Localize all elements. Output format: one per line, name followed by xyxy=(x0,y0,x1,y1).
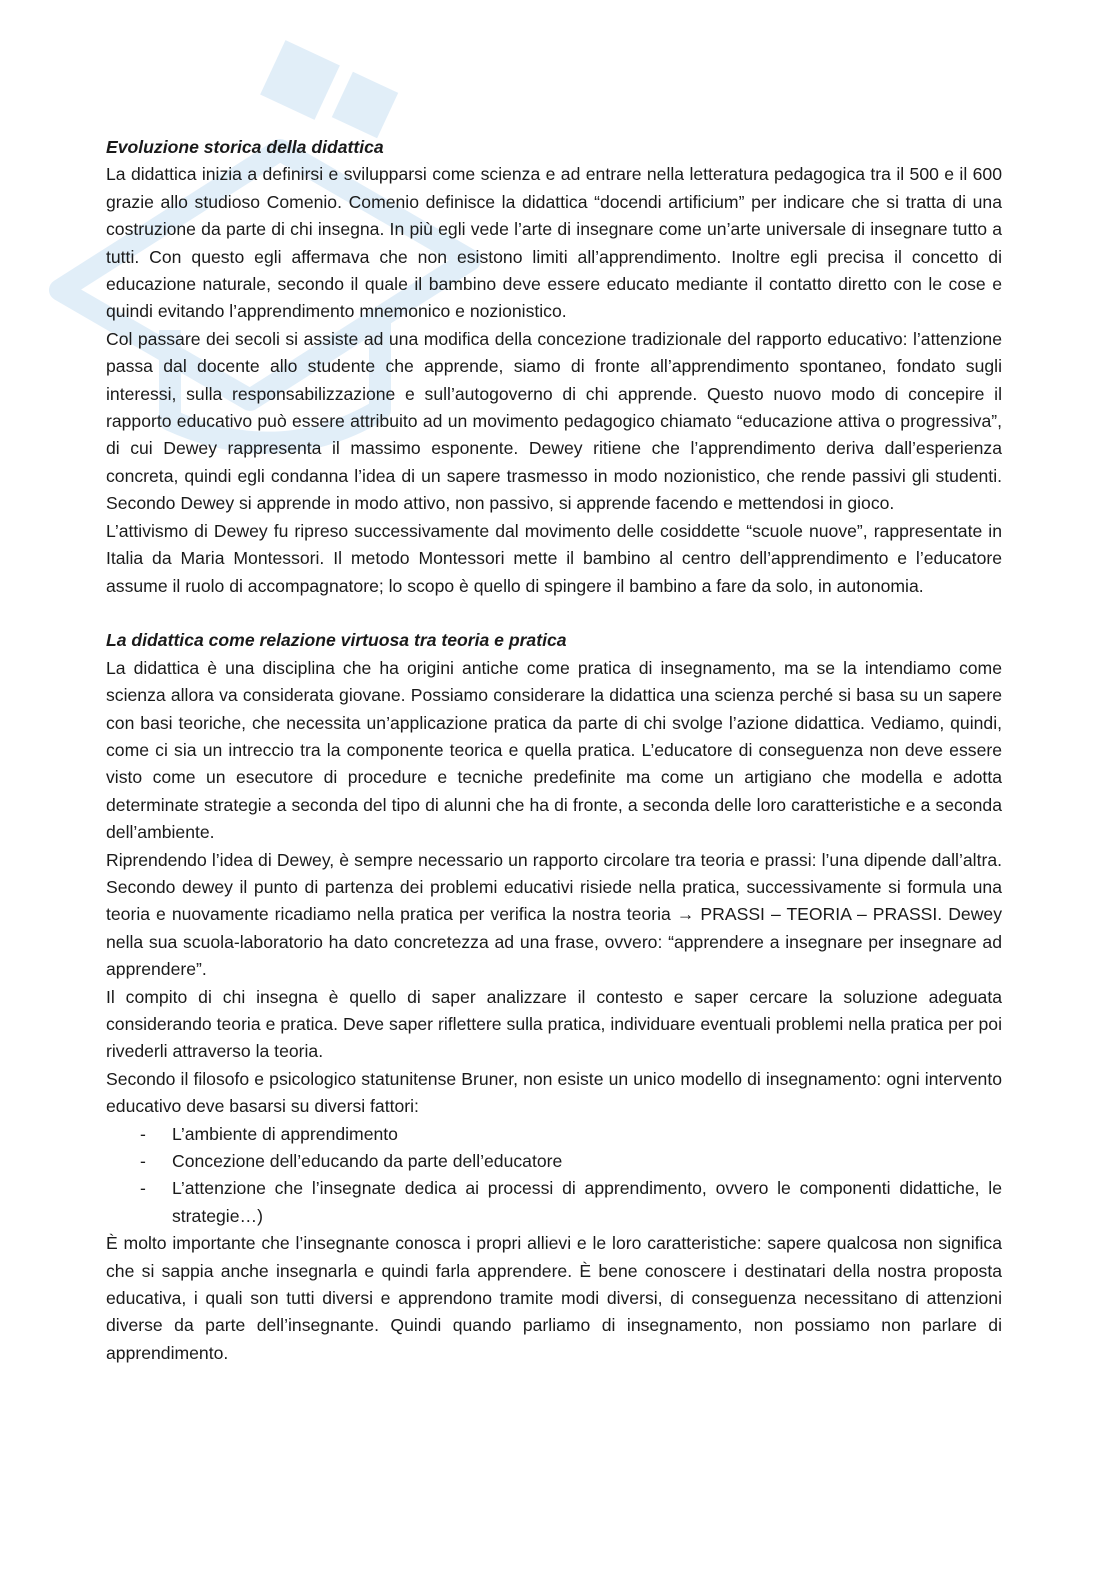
paragraph: L’attivismo di Dewey fu ripreso successivamente dal movimento delle cosiddette “scuole nuove”, rappresentate in Italia da Maria Montessori. Il metodo Montessori mette il bambino al centro dell’apprendimento e l’educatore assume il ruolo di accompagnatore; lo scopo è quello di spingere il bambino a fare da solo, in autonomia. xyxy=(106,520,1002,596)
paragraph: Col passare dei secoli si assiste ad una modifica della concezione tradizionale del rapporto educativo: l’attenzione passa dal docente allo studente che apprende, siamo di fronte all’apprendimento spontaneo, fondato sugli interessi, sulla responsabilizzazione e sull’autogoverno di chi apprende. Questo nuovo modo di concepire il rapporto educativo può essere attribuito ad un movimento pedagogico chiamato “educazione attiva o progressiva”, di cui Dewey rappresenta il massimo esponente. Dewey ritiene che l’apprendimento deriva dall’esperienza concreta, quindi egli condanna l’idea di un sapere trasmesso in modo nozionistico, che rende passivi gli studenti. Secondo Dewey si apprende in modo attivo, non passivo, si apprende facendo e mettendosi in gioco. xyxy=(106,328,1002,514)
list-item xyxy=(106,1148,1002,1175)
list-bullet: - xyxy=(140,1178,146,1199)
list-bullet: - xyxy=(140,1151,146,1172)
section-heading: La didattica come relazione virtuosa tra teoria e pratica xyxy=(106,630,567,651)
paragraph: Secondo il filosofo e psicologico statunitense Bruner, non esiste un unico modello di insegnamento: ogni intervento educativo deve basarsi su diversi fattori: xyxy=(106,1068,1002,1117)
paragraph: Il compito di chi insegna è quello di saper analizzare il contesto e saper cercare la soluzione adeguata considerando teoria e pratica. Deve saper riflettere sulla pratica, individuare eventuali problemi nella pratica per poi rivederli attraverso la teoria. xyxy=(106,986,1002,1062)
section-heading: Evoluzione storica della didattica xyxy=(106,137,384,157)
document-page xyxy=(106,134,1002,1367)
paragraph: È molto importante che l’insegnante conosca i propri allievi e le loro caratteristiche: sapere qualcosa non significa che si sappia anche insegnarla e quindi farla apprendere. È bene conoscere i destinatari della nostra proposta educativa, i quali son tutti diversi e apprendono tramite modi diversi, di conseguenza necessitano di attenzioni diverse da parte dell’insegnante. Quindi quando parliamo di insegnamento, non possiamo non parlare di apprendimento. xyxy=(106,1233,1002,1363)
list-item-text: L’attenzione che l’insegnate dedica ai processi di apprendimento, ovvero le componenti didattiche, le strategie…) xyxy=(172,1178,1002,1226)
section-spacer xyxy=(106,600,1002,627)
list-bullet: - xyxy=(140,1123,146,1144)
list-item xyxy=(106,1175,1002,1230)
paragraph: La didattica è una disciplina che ha origini antiche come pratica di insegnamento, ma se la intendiamo come scienza allora va considerata giovane. Possiamo considerare la didattica una scienza perché si basa su un sapere con basi teoriche, che necessita un’applicazione pratica da parte di chi svolge l’azione didattica. Vediamo, quindi, come ci sia un intreccio tra la componente teorica e quella pratica. L’educatore di conseguenza non deve essere visto come un esecutore di procedure e tecniche predefinite ma come un artigiano che modella e adotta determinate strategie a seconda del tipo di alunni che ha di fronte, a seconda delle loro caratteristiche e a seconda dell’ambiente. xyxy=(106,657,1002,843)
paragraph: La didattica inizia a definirsi e svilupparsi come scienza e ad entrare nella letteratura pedagogica tra il 500 e il 600 grazie allo studioso Comenio. Comenio definisce la didattica “docendi artificium” per indicare che si tratta di una costruzione da parte di chi insegna. In più egli vede l’arte di insegnare come un’arte universale di insegnare tutto a tutti. Con questo egli affermava che non esistono limiti all’apprendimento. Inoltre egli precisa il concetto di educazione naturale, secondo il quale il bambino deve essere educato mediante il contatto diretto con le cose e quindi evitando l’apprendimento mnemonico e nozionistico. xyxy=(106,164,1002,322)
list-item-text: L’ambiente di apprendimento xyxy=(172,1123,398,1144)
paragraph: Riprendendo l’idea di Dewey, è sempre necessario un rapporto circolare tra teoria e prassi: l’una dipende dall’altra. Secondo dewey il punto di partenza dei problemi educativi risiede nella pratica, successivamente si formula una teoria e nuovamente ricadiamo nella pratica per verifica la nostra teoria → PRASSI – TEORIA – PRASSI. Dewey nella sua scuola-laboratorio ha dato concretezza ad una frase, ovvero: “apprendere a insegnare per insegnare ad apprendere”. xyxy=(106,849,1002,980)
factor-list xyxy=(106,1121,1002,1231)
list-item xyxy=(106,1121,1002,1148)
list-item-text: Concezione dell’educando da parte dell’educatore xyxy=(172,1151,563,1172)
